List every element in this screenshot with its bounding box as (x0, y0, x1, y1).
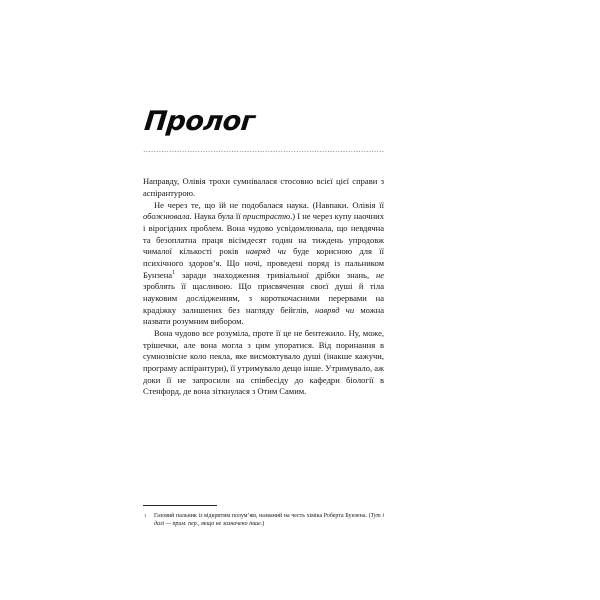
text-run: можна назвати розумним вибором. (143, 304, 384, 327)
page-content (143, 0, 384, 398)
emphasis-text: Тут і далі — прим. пер., якщо не зазначено інше. (154, 513, 384, 528)
text-run: Газовий пальник із відкритим полум’ям, названий на честь хіміка Роберта Бунзена. ( (154, 513, 371, 519)
body-paragraph (143, 176, 384, 199)
text-run: буде корисною для її психічного здоров’я. Що ночі, проведені поряд із пальником Бунзена (143, 246, 384, 280)
title-divider (143, 150, 384, 153)
body-paragraph (143, 200, 384, 328)
text-run: Вона чудово все розуміла, проте її це не бентежило. Ну, може, трішечки, але вона могла з цим упоратися. Від поринання в сумнозвісне коло пекла, яке висмоктувало душі (інакше кажучи, програму аспірантури), її утримувало дещо інше. Утримувало, аж доки її не запросили на співбесіду до кафедри біології в Стенфорд, де вона зіткнулася з Отим Самим. (143, 327, 384, 397)
footnote-reference[interactable]: 1 (172, 269, 176, 276)
text-run: зроблять її щасливою. Що присвячення своєї душі й тіла науковим дослідженням, з короткочасними перервами на крадіжку залишених без нагляду бейглів, (143, 281, 384, 315)
emphasis-text: навряд чи (314, 304, 355, 315)
text-run: Направду, Олівія трохи сумнівалася стосовно всієї цієї справи з аспірантурою. (143, 176, 384, 198)
footnote-divider (143, 505, 217, 506)
text-run: .) І не через купу наочних і вірогідних проблем. Вона чудово усвідомлювала, що невдячна та безоплатна праця вісімдесят годин на тиждень упродовж чималої кількості років (143, 211, 384, 257)
page-title: Пролог (142, 106, 257, 137)
footnote (143, 505, 384, 528)
footnote-marker: 1 (144, 513, 147, 518)
body-text (143, 176, 384, 397)
emphasis-text: обожнювала (143, 211, 190, 222)
text-run: ) (262, 521, 265, 528)
emphasis-text: пристрастю (242, 211, 291, 222)
text-run: . Наука була її (189, 211, 243, 222)
emphasis-text: навряд чи (245, 246, 286, 257)
text-run: заради знаходження тривіальної дрібки знань, (175, 269, 376, 280)
footnote-body (143, 512, 384, 528)
body-paragraph (143, 328, 384, 398)
text-run: Не через те, що їй не подобалася наука. (Навпаки. Олівія її (154, 199, 384, 210)
footnote-text (154, 512, 384, 528)
emphasis-text: не (375, 269, 384, 280)
